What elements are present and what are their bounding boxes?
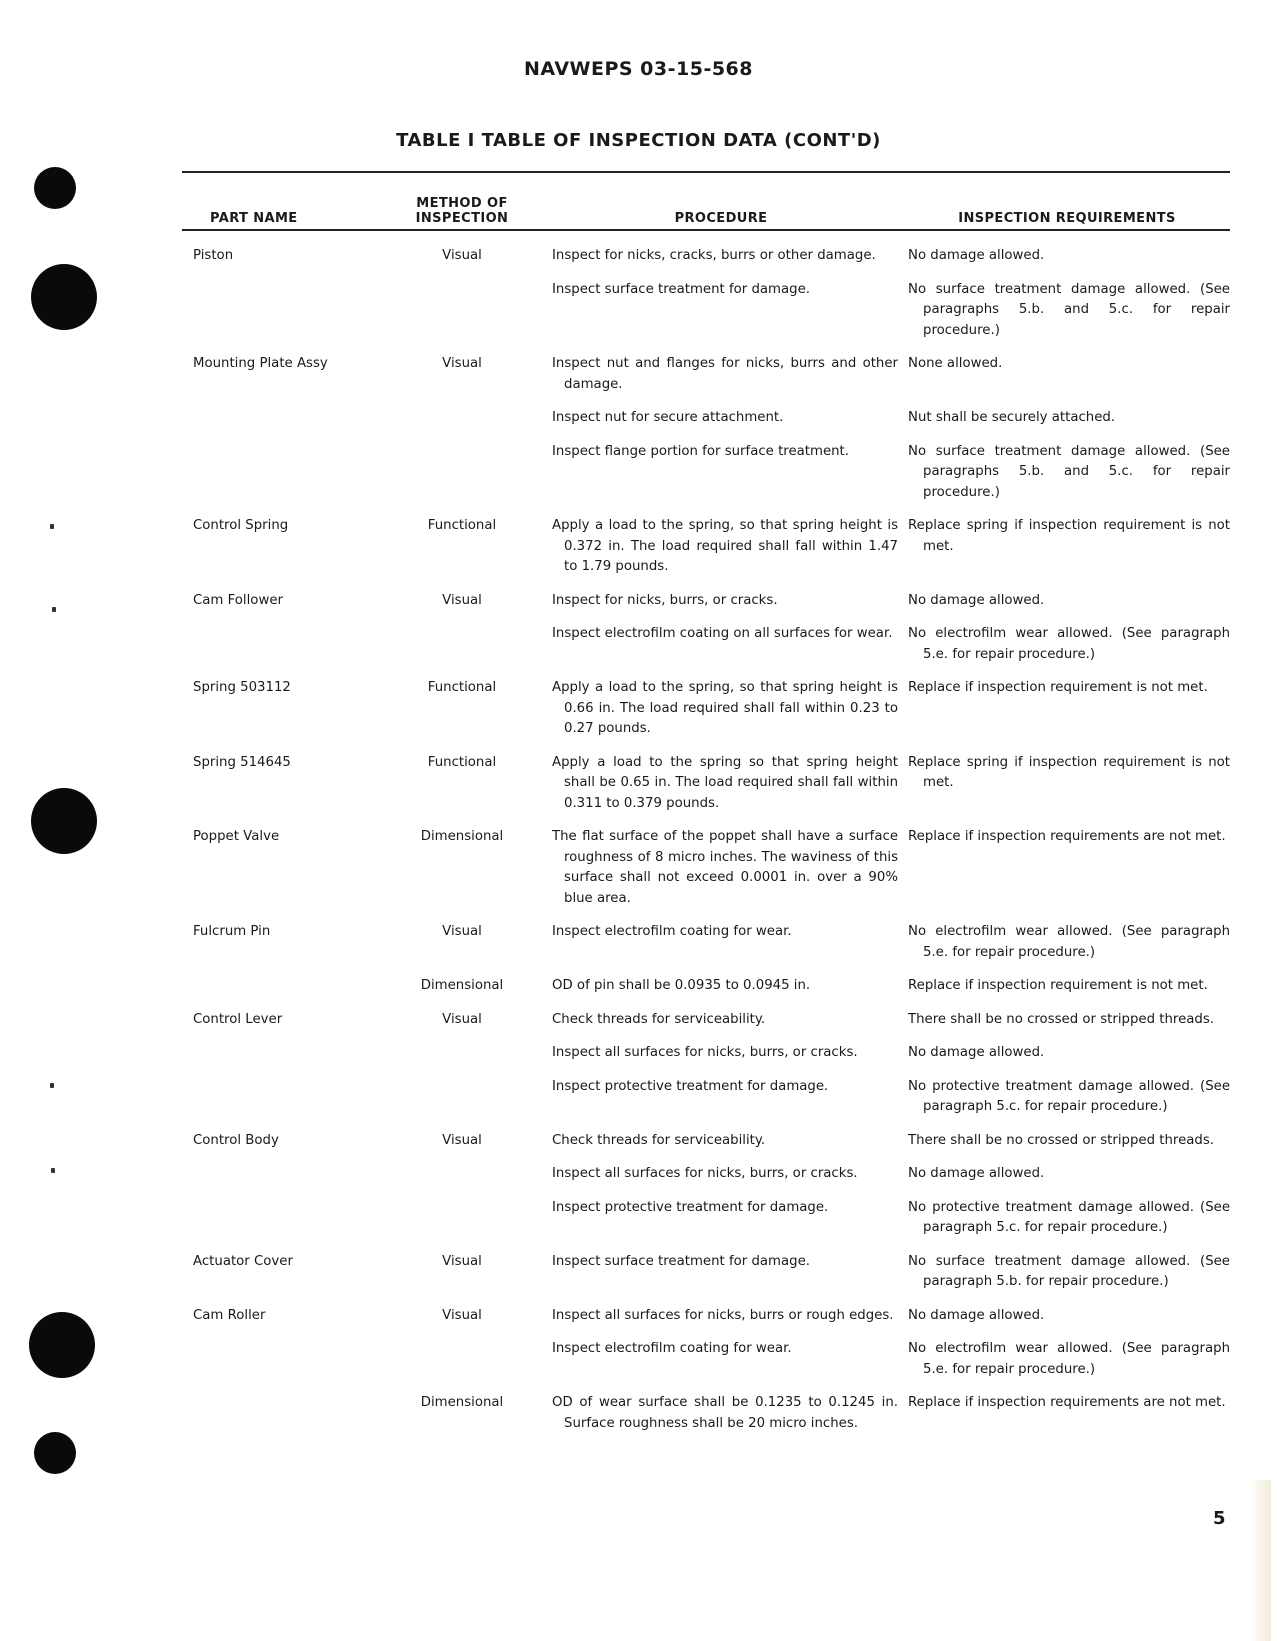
table-row: [182, 827, 1230, 909]
inspection-table: [182, 246, 1230, 1434]
cell-part: [182, 1077, 404, 1118]
table-row: [182, 1164, 1230, 1185]
cell-requirement: No damage allowed.: [908, 1307, 1045, 1323]
cell-method: [404, 1198, 520, 1239]
cell-procedure: Inspect for nicks, cracks, burrs or other damage.: [552, 248, 876, 263]
cell-requirement: Nut shall be securely attached.: [908, 410, 1116, 425]
table-row: [182, 624, 1230, 665]
table-title: TABLE I TABLE OF INSPECTION DATA (CONT'D): [396, 130, 881, 151]
cell-procedure: Apply a load to the spring, so that spring height is 0.66 in. The load required shall fall within 0.23 to 0.27 pounds.: [552, 680, 898, 736]
header-bottom-rule: [182, 229, 1230, 231]
cell-requirement: Replace spring if inspection requirement is not met.: [908, 518, 1230, 554]
cell-procedure: Inspect all surfaces for nicks, burrs or rough edges.: [552, 1307, 894, 1323]
cell-requirement: No damage allowed.: [908, 1045, 1045, 1060]
binder-hole: [31, 264, 97, 330]
cell-method: Visual: [442, 1132, 482, 1148]
cell-requirement: No damage allowed.: [908, 248, 1045, 263]
cell-part: [182, 408, 404, 429]
header-requirements: INSPECTION REQUIREMENTS: [958, 211, 1176, 226]
header-method: [404, 196, 520, 226]
cell-procedure: The flat surface of the poppet shall have a surface roughness of 8 micro inches. The waviness of this surface shall not exceed 0.0001 in. over a 90% blue area.: [552, 829, 898, 906]
cell-part: Cam Follower: [193, 592, 283, 608]
cell-part: [182, 1339, 404, 1380]
cell-method: [404, 442, 520, 504]
cell-part: [182, 1164, 404, 1185]
table-row: [182, 1393, 1230, 1434]
cell-method: Visual: [442, 1011, 482, 1027]
cell-method: Dimensional: [420, 829, 504, 844]
cell-procedure: Inspect protective treatment for damage.: [552, 1199, 829, 1215]
cell-method: Functional: [427, 518, 497, 533]
cell-procedure: Apply a load to the spring so that spring height shall be 0.65 in. The load required shall fall within 0.311 to 0.379 pounds.: [552, 754, 898, 811]
cell-procedure: Check threads for serviceability.: [552, 1132, 766, 1148]
cell-requirement: Replace spring if inspection requirement is not met.: [908, 754, 1230, 790]
cell-procedure: Inspect nut for secure attachment.: [552, 410, 784, 425]
cell-procedure: Inspect all surfaces for nicks, burrs, or cracks.: [552, 1166, 858, 1181]
cell-requirement: No surface treatment damage allowed. (See paragraph 5.b. for repair procedure.): [908, 1253, 1230, 1289]
cell-method: Visual: [442, 592, 482, 608]
cell-part: [182, 624, 404, 665]
table-row: [182, 408, 1230, 429]
scan-speck: [52, 607, 56, 612]
cell-method: [404, 624, 520, 665]
cell-requirement: There shall be no crossed or stripped threads.: [908, 1132, 1214, 1148]
cell-procedure: Inspect electrofilm coating for wear.: [552, 1341, 792, 1356]
cell-method: Visual: [442, 1253, 482, 1269]
table-header: [182, 180, 1230, 228]
cell-requirement: No protective treatment damage allowed. (See paragraph 5.c. for repair procedure.): [908, 1199, 1230, 1235]
table-row: [182, 1010, 1230, 1031]
cell-part: Mounting Plate Assy: [193, 356, 328, 371]
table-row: [182, 516, 1230, 578]
cell-procedure: OD of wear surface shall be 0.1235 to 0.1245 in. Surface roughness shall be 20 micro inches.: [552, 1395, 898, 1431]
cell-requirement: Replace if inspection requirements are not met.: [908, 1395, 1226, 1410]
cell-requirement: Replace if inspection requirement is not met.: [908, 680, 1208, 695]
cell-method: Visual: [442, 248, 482, 263]
cell-method: Visual: [442, 1307, 482, 1323]
scan-speck: [51, 1168, 55, 1173]
cell-procedure: Inspect protective treatment for damage.: [552, 1078, 829, 1094]
cell-method: [404, 1077, 520, 1118]
table-row: [182, 280, 1230, 342]
page-number: 5: [1213, 1508, 1226, 1529]
cell-part: Fulcrum Pin: [193, 924, 271, 939]
cell-part: [182, 1393, 404, 1434]
binder-hole: [34, 1432, 76, 1474]
table-row: [182, 1252, 1230, 1293]
table-row: [182, 246, 1230, 267]
cell-part: [182, 976, 404, 997]
binder-hole: [31, 788, 97, 854]
cell-procedure: Inspect for nicks, burrs, or cracks.: [552, 592, 778, 608]
cell-part: [182, 1198, 404, 1239]
header-method-line1: METHOD OF: [416, 196, 508, 211]
table-row: [182, 442, 1230, 504]
table-row: [182, 1043, 1230, 1064]
cell-requirement: No damage allowed.: [908, 1166, 1045, 1181]
cell-part: [182, 1043, 404, 1064]
header-method-line2: INSPECTION: [415, 211, 509, 226]
header-procedure: PROCEDURE: [674, 211, 768, 226]
cell-procedure: Inspect surface treatment for damage.: [552, 1253, 810, 1269]
cell-procedure: Inspect flange portion for surface treatment.: [552, 443, 849, 459]
table-row: [182, 678, 1230, 740]
table-row: [182, 1339, 1230, 1380]
cell-part: Poppet Valve: [193, 829, 280, 844]
cell-procedure: Inspect surface treatment for damage.: [552, 281, 810, 297]
cell-requirement: There shall be no crossed or stripped threads.: [908, 1011, 1214, 1027]
cell-procedure: Inspect all surfaces for nicks, burrs, or cracks.: [552, 1045, 858, 1060]
cell-requirement: No electrofilm wear allowed. (See paragraph 5.e. for repair procedure.): [908, 924, 1230, 960]
page-edge: [1251, 1480, 1271, 1641]
cell-procedure: Inspect nut and flanges for nicks, burrs and other damage.: [552, 356, 898, 392]
cell-requirement: No damage allowed.: [908, 592, 1045, 608]
cell-method: Visual: [442, 356, 482, 371]
table-row: [182, 354, 1230, 395]
scan-speck: [50, 524, 54, 529]
cell-method: Visual: [442, 924, 482, 939]
table-row: [182, 1198, 1230, 1239]
cell-part: Spring 503112: [193, 680, 291, 695]
cell-part: Actuator Cover: [193, 1253, 293, 1269]
cell-method: Dimensional: [420, 978, 504, 993]
cell-part: Piston: [193, 248, 234, 263]
table-row: [182, 1131, 1230, 1152]
document-number: NAVWEPS 03-15-568: [524, 58, 753, 80]
binder-hole: [29, 1312, 95, 1378]
cell-procedure: OD of pin shall be 0.0935 to 0.0945 in.: [552, 978, 811, 993]
cell-method: [404, 280, 520, 342]
cell-part: Spring 514645: [193, 754, 291, 770]
cell-requirement: No electrofilm wear allowed. (See paragraph 5.e. for repair procedure.): [908, 626, 1230, 662]
table-top-rule: [182, 171, 1230, 173]
table-row: [182, 753, 1230, 815]
cell-requirement: No electrofilm wear allowed. (See paragraph 5.e. for repair procedure.): [908, 1341, 1230, 1377]
table-row: [182, 591, 1230, 612]
cell-requirement: None allowed.: [908, 356, 1003, 371]
cell-requirement: No surface treatment damage allowed. (See paragraphs 5.b. and 5.c. for repair procedure.): [908, 443, 1230, 500]
table-row: [182, 976, 1230, 997]
cell-part: Control Lever: [193, 1011, 283, 1027]
table-row: [182, 1306, 1230, 1327]
cell-part: [182, 442, 404, 504]
cell-method: [404, 1339, 520, 1380]
table-row: [182, 1077, 1230, 1118]
scan-speck: [50, 1083, 54, 1088]
cell-method: Functional: [427, 754, 497, 770]
cell-part: Control Body: [193, 1132, 279, 1148]
cell-method: [404, 1164, 520, 1185]
table-row: [182, 922, 1230, 963]
cell-method: [404, 1043, 520, 1064]
cell-part: Cam Roller: [193, 1307, 266, 1323]
header-part-name: PART NAME: [210, 211, 298, 226]
cell-procedure: Apply a load to the spring, so that spring height is 0.372 in. The load required shall fall within 1.47 to 1.79 pounds.: [552, 518, 898, 574]
cell-method: Functional: [427, 680, 497, 695]
cell-procedure: Check threads for serviceability.: [552, 1011, 766, 1027]
cell-requirement: Replace if inspection requirements are not met.: [908, 829, 1226, 844]
cell-requirement: Replace if inspection requirement is not met.: [908, 978, 1208, 993]
binder-hole: [34, 167, 76, 209]
cell-part: [182, 280, 404, 342]
cell-requirement: No protective treatment damage allowed. (See paragraph 5.c. for repair procedure.): [908, 1078, 1230, 1114]
cell-part: Control Spring: [193, 518, 289, 533]
cell-requirement: No surface treatment damage allowed. (See paragraphs 5.b. and 5.c. for repair procedure.): [908, 281, 1230, 338]
cell-procedure: Inspect electrofilm coating on all surfaces for wear.: [552, 626, 893, 641]
cell-method: [404, 408, 520, 429]
cell-method: Dimensional: [420, 1395, 504, 1410]
cell-procedure: Inspect electrofilm coating for wear.: [552, 924, 792, 939]
